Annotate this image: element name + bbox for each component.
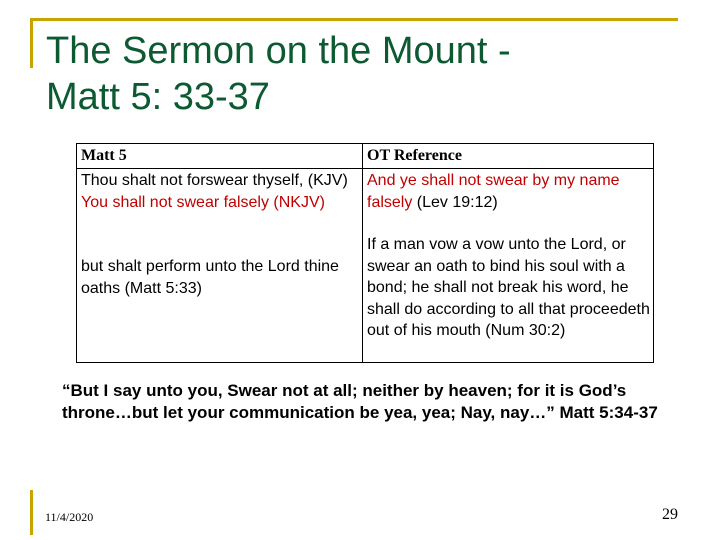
lev-quote-text: And ye shall not swear by my name falsely: [367, 172, 620, 211]
slide-title: The Sermon on the Mount - Matt 5: 33-37: [46, 30, 511, 118]
slide-page-number: 29: [662, 506, 678, 523]
matt-kjv-text: Thou shalt not forswear thyself, (KJV): [81, 172, 348, 189]
frame-top-rule: [30, 18, 678, 21]
matt-cell-row1: [81, 170, 359, 213]
frame-bottom-left-rule: [30, 490, 33, 535]
slide-date: 11/4/2020: [45, 510, 94, 524]
matt-cell-row2: but shalt perform unto the Lord thine oaths (Matt 5:33): [81, 258, 339, 297]
table-header-ot-reference: OT Reference: [367, 147, 462, 164]
table-column-divider: [362, 144, 363, 362]
matt-nkjv-text: You shall not swear falsely (NKJV): [81, 193, 325, 211]
lev-reference: (Lev 19:12): [412, 193, 498, 211]
table-header-divider: [77, 168, 653, 169]
ot-cell-row2: If a man vow a vow unto the Lord, or swear an oath to bind his soul with a bond; he shall not break his word, he shall do according to all that proceedeth out of his mouth (Num 30:2): [367, 236, 650, 339]
frame-left-rule: [30, 18, 33, 68]
sermon-quote: “But I say unto you, Swear not at all; neither by heaven; for it is God’s throne…but let your communication be yea, yea; Nay, nay…” Matt 5:34-37: [62, 381, 658, 422]
ot-cell-row1: [367, 170, 651, 213]
reference-table: [76, 143, 654, 363]
table-header-matt: Matt 5: [81, 147, 127, 164]
